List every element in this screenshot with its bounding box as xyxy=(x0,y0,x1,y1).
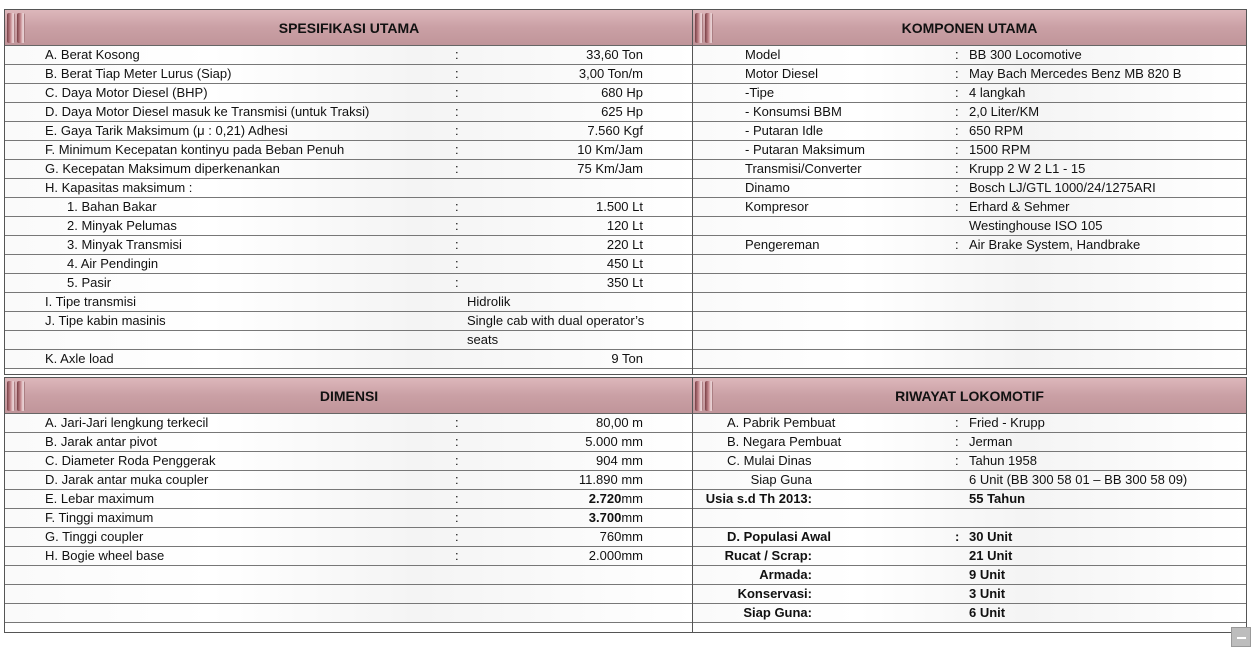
table-row xyxy=(693,198,1246,217)
spesifikasi-panel xyxy=(4,9,694,375)
row-value: 7.560 Kgf xyxy=(587,123,643,138)
row-label: I. Tipe transmisi xyxy=(45,294,137,309)
row-value: 5.000 mm xyxy=(585,434,643,449)
table-row xyxy=(5,452,693,471)
row-label: E. Lebar maximum xyxy=(45,491,155,506)
header-cap-ornament xyxy=(695,378,731,413)
row-colon: : xyxy=(455,199,459,214)
header-cap-ornament xyxy=(695,10,731,45)
row-value: 2.000mm xyxy=(588,548,643,563)
row-colon: : xyxy=(955,415,959,430)
row-label: A. Jari-Jari lengkung terkecil xyxy=(45,415,209,430)
table-row xyxy=(5,198,693,217)
row-label: D. Jarak antar muka coupler xyxy=(45,472,209,487)
table-row xyxy=(5,566,693,585)
row-value: May Bach Mercedes Benz MB 820 B xyxy=(969,66,1182,81)
row-value: 75 Km/Jam xyxy=(577,161,643,176)
row-value: 450 Lt xyxy=(606,256,643,271)
row-label: 4. Air Pendingin xyxy=(67,256,159,271)
table-row xyxy=(693,122,1246,141)
row-value: Air Brake System, Handbrake xyxy=(969,237,1141,252)
table-row xyxy=(693,528,1246,547)
row-value-number: 3.700 xyxy=(588,510,622,525)
spesifikasi-title: SPESIFIKASI UTAMA xyxy=(278,19,420,36)
row-value: Hidrolik xyxy=(467,294,511,309)
riwayat-panel xyxy=(692,377,1247,633)
row-value: 55 Tahun xyxy=(969,491,1026,506)
row-label: E. Gaya Tarik Maksimum (μ : 0,21) Adhesi xyxy=(45,123,288,138)
table-row xyxy=(693,471,1246,490)
row-value: Fried - Krupp xyxy=(969,415,1045,430)
row-colon: : xyxy=(455,548,459,563)
table-row xyxy=(693,490,1246,509)
row-label: K. Axle load xyxy=(45,351,114,366)
row-value: 6 Unit xyxy=(969,605,1006,620)
collapse-icon[interactable] xyxy=(1231,627,1251,647)
row-colon: : xyxy=(955,199,959,214)
row-label: 2. Minyak Pelumas xyxy=(67,218,177,233)
row-label: Dinamo xyxy=(745,180,790,195)
komponen-header xyxy=(693,10,1246,46)
row-colon: : xyxy=(455,142,459,157)
row-value: 350 Lt xyxy=(606,275,643,290)
row-value: 9 Ton xyxy=(611,351,643,366)
row-colon: : xyxy=(455,275,459,290)
row-label: Model xyxy=(745,47,781,62)
spesifikasi-header xyxy=(5,10,693,46)
row-value: 3 Unit xyxy=(969,586,1006,601)
row-label: Usia s.d Th 2013: xyxy=(705,491,812,506)
row-colon: : xyxy=(455,123,459,138)
row-colon: : xyxy=(455,256,459,271)
riwayat-header xyxy=(693,378,1246,414)
row-colon: : xyxy=(455,47,459,62)
row-value: Bosch LJ/GTL 1000/24/1275ARI xyxy=(969,180,1156,195)
table-row xyxy=(5,471,693,490)
header-cap-ornament xyxy=(7,378,43,413)
row-value: Single cab with dual operator’s xyxy=(467,313,645,328)
row-colon: : xyxy=(955,142,959,157)
row-label: A. Pabrik Pembuat xyxy=(727,415,836,430)
row-value: Tahun 1958 xyxy=(969,453,1037,468)
row-value: 3,00 Ton/m xyxy=(578,66,643,81)
table-row xyxy=(693,65,1246,84)
row-label: G. Kecepatan Maksimum diperkenankan xyxy=(45,161,280,176)
row-label: 1. Bahan Bakar xyxy=(67,199,157,214)
row-colon: : xyxy=(955,237,959,252)
komponen-panel xyxy=(692,9,1247,375)
table-row xyxy=(5,46,693,65)
row-colon: : xyxy=(455,415,459,430)
table-row xyxy=(693,433,1246,452)
table-row xyxy=(693,84,1246,103)
komponen-rows xyxy=(693,46,1246,369)
row-colon: : xyxy=(955,434,959,449)
row-label: -Tipe xyxy=(745,85,775,100)
row-label: D. Populasi Awal xyxy=(727,529,832,544)
table-row xyxy=(5,255,693,274)
table-row xyxy=(693,46,1246,65)
table-row xyxy=(5,274,693,293)
table-row xyxy=(5,65,693,84)
table-row xyxy=(693,255,1246,274)
row-value: 120 Lt xyxy=(606,218,643,233)
row-value-unit: mm xyxy=(621,510,643,525)
row-value-number: 2.720 xyxy=(588,491,622,506)
row-colon: : xyxy=(955,529,960,544)
row-label: H. Bogie wheel base xyxy=(45,548,165,563)
row-colon: : xyxy=(455,453,459,468)
row-label: J. Tipe kabin masinis xyxy=(45,313,166,328)
row-label: Armada: xyxy=(759,567,812,582)
row-value xyxy=(493,490,643,508)
row-label: G. Tinggi coupler xyxy=(45,529,144,544)
row-label: 3. Minyak Transmisi xyxy=(67,237,182,252)
row-value: BB 300 Locomotive xyxy=(969,47,1082,62)
table-row xyxy=(5,585,693,604)
table-row xyxy=(693,452,1246,471)
row-value: 680 Hp xyxy=(601,85,643,100)
row-label: Siap Guna xyxy=(750,472,812,487)
table-row xyxy=(693,350,1246,369)
row-label: - Putaran Maksimum xyxy=(745,142,865,157)
row-colon: : xyxy=(455,85,459,100)
table-row xyxy=(5,433,693,452)
dimensi-header xyxy=(5,378,693,414)
row-colon: : xyxy=(955,47,959,62)
row-value: 2,0 Liter/KM xyxy=(969,104,1040,119)
row-value: 904 mm xyxy=(596,453,643,468)
table-row xyxy=(5,122,693,141)
row-label: - Konsumsi BBM xyxy=(745,104,842,119)
table-row xyxy=(5,547,693,566)
row-value xyxy=(493,509,643,527)
row-value: 1.500 Lt xyxy=(596,199,643,214)
row-colon: : xyxy=(955,161,959,176)
row-colon: : xyxy=(955,66,959,81)
riwayat-rows xyxy=(693,414,1246,623)
table-row xyxy=(693,141,1246,160)
table-row xyxy=(5,490,693,509)
table-row xyxy=(693,236,1246,255)
table-row xyxy=(5,331,693,350)
row-label: 5. Pasir xyxy=(67,275,112,290)
table-row xyxy=(693,414,1246,433)
table-row xyxy=(693,179,1246,198)
table-row xyxy=(5,236,693,255)
row-value: 33,60 Ton xyxy=(586,47,643,62)
row-colon: : xyxy=(955,180,959,195)
table-row xyxy=(5,528,693,547)
row-label: Transmisi/Converter xyxy=(745,161,862,176)
row-colon: : xyxy=(455,218,459,233)
row-label: Motor Diesel xyxy=(745,66,818,81)
row-value: 4 langkah xyxy=(969,85,1026,100)
table-row xyxy=(5,84,693,103)
row-colon: : xyxy=(955,123,959,138)
row-value: 650 RPM xyxy=(969,123,1024,138)
row-colon: : xyxy=(455,491,459,506)
row-value: 9 Unit xyxy=(969,567,1006,582)
row-colon: : xyxy=(455,104,459,119)
row-value: 10 Km/Jam xyxy=(577,142,643,157)
row-colon: : xyxy=(455,529,459,544)
row-value: 1500 RPM xyxy=(969,142,1031,157)
row-value: 220 Lt xyxy=(606,237,643,252)
row-colon: : xyxy=(455,472,459,487)
row-colon: : xyxy=(455,66,459,81)
row-colon: : xyxy=(455,510,459,525)
row-label: F. Tinggi maximum xyxy=(45,510,154,525)
spesifikasi-rows xyxy=(5,46,693,369)
row-label: Siap Guna: xyxy=(743,605,812,620)
dimensi-panel xyxy=(4,377,694,633)
row-label: B. Berat Tiap Meter Lurus (Siap) xyxy=(45,66,232,81)
komponen-title: KOMPONEN UTAMA xyxy=(901,19,1038,36)
row-label: C. Diameter Roda Penggerak xyxy=(45,453,216,468)
row-label: Rucat / Scrap: xyxy=(724,548,812,563)
table-row xyxy=(5,179,693,198)
row-colon: : xyxy=(955,453,959,468)
table-row xyxy=(693,509,1246,528)
row-label: F. Minimum Kecepatan kontinyu pada Beban Penuh xyxy=(45,142,345,157)
table-row xyxy=(5,293,693,312)
table-row xyxy=(693,312,1246,331)
dimensi-title: DIMENSI xyxy=(319,387,379,404)
table-row xyxy=(5,141,693,160)
row-value: seats xyxy=(467,332,499,347)
row-label: C. Daya Motor Diesel (BHP) xyxy=(45,85,208,100)
table-row xyxy=(693,604,1246,623)
table-row xyxy=(5,509,693,528)
table-row xyxy=(693,217,1246,236)
row-value: 11.890 mm xyxy=(578,472,643,487)
row-value: 21 Unit xyxy=(969,548,1013,563)
row-colon: : xyxy=(455,161,459,176)
row-value: 30 Unit xyxy=(969,529,1013,544)
table-row xyxy=(693,547,1246,566)
table-row xyxy=(693,293,1246,312)
table-row xyxy=(693,274,1246,293)
row-label: Kompresor xyxy=(745,199,809,214)
row-label: A. Berat Kosong xyxy=(45,47,140,62)
row-label: - Putaran Idle xyxy=(745,123,824,138)
row-value: 760mm xyxy=(599,529,643,544)
row-value: 6 Unit (BB 300 58 01 – BB 300 58 09) xyxy=(969,472,1188,487)
row-value: Jerman xyxy=(969,434,1013,449)
table-row xyxy=(5,217,693,236)
table-row xyxy=(693,566,1246,585)
row-label: B. Negara Pembuat xyxy=(727,434,842,449)
table-row xyxy=(693,160,1246,179)
table-row xyxy=(5,414,693,433)
table-row xyxy=(5,160,693,179)
row-value-unit: mm xyxy=(621,491,643,506)
table-row xyxy=(693,585,1246,604)
row-colon: : xyxy=(455,237,459,252)
table-row xyxy=(693,331,1246,350)
table-row xyxy=(693,103,1246,122)
row-colon: : xyxy=(455,434,459,449)
dimensi-rows xyxy=(5,414,693,623)
table-row xyxy=(5,350,693,369)
table-row xyxy=(5,312,693,331)
row-value: 625 Hp xyxy=(601,104,643,119)
row-value: Erhard & Sehmer xyxy=(969,199,1070,214)
row-colon: : xyxy=(955,104,959,119)
header-cap-ornament xyxy=(7,10,43,45)
row-value: Krupp 2 W 2 L1 - 15 xyxy=(969,161,1086,176)
row-colon: : xyxy=(955,85,959,100)
table-row xyxy=(5,604,693,623)
row-label: B. Jarak antar pivot xyxy=(45,434,157,449)
row-label: Pengereman xyxy=(745,237,820,252)
row-value: 80,00 m xyxy=(596,415,643,430)
row-label: C. Mulai Dinas xyxy=(727,453,812,468)
row-label: Konservasi: xyxy=(737,586,812,601)
row-label: D. Daya Motor Diesel masuk ke Transmisi (untuk Traksi) xyxy=(45,104,370,119)
table-row xyxy=(5,103,693,122)
row-label: H. Kapasitas maksimum : xyxy=(45,180,193,195)
row-value: Westinghouse ISO 105 xyxy=(969,218,1103,233)
riwayat-title: RIWAYAT LOKOMOTIF xyxy=(895,387,1044,404)
